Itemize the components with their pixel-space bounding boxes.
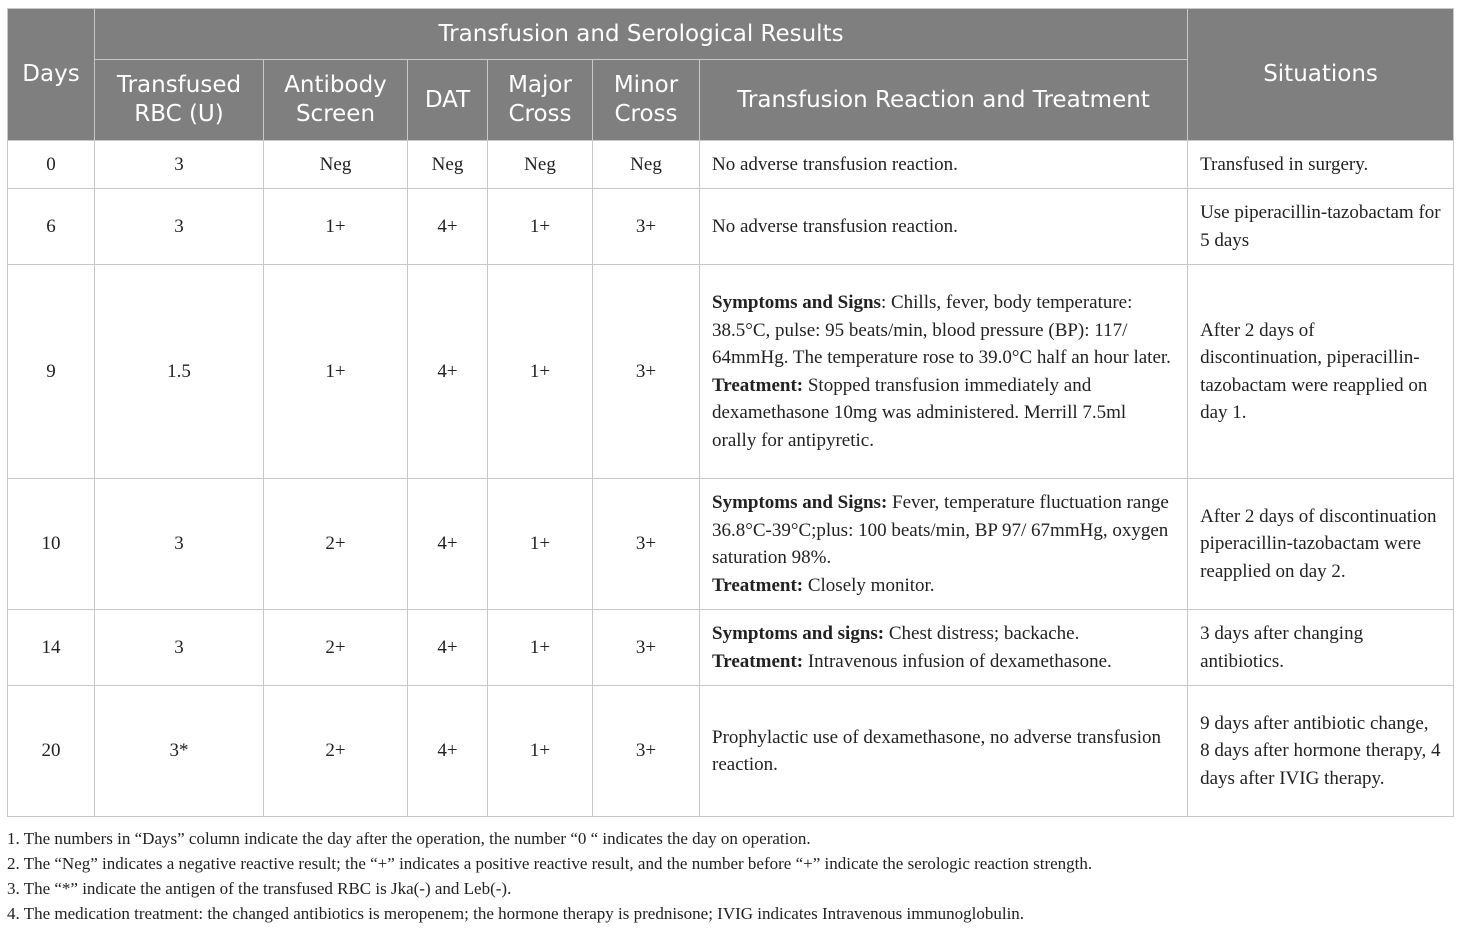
cell-day: 14 (8, 610, 95, 686)
table-row (8, 141, 1454, 189)
header-major-line1: Major (508, 72, 572, 98)
cell-transfused-rbc: 3 (95, 610, 264, 686)
treatment-text: Stopped transfusion immediately and dexamethasone 10mg was administered. Merrill 7.5ml orally for antipyretic. (712, 374, 1127, 451)
header-reaction-treatment: Transfusion Reaction and Treatment (700, 60, 1188, 141)
treatment-paragraph (712, 572, 1175, 600)
cell-antibody-screen: Neg (264, 141, 408, 189)
cell-dat: 4+ (408, 189, 488, 265)
cell-day: 20 (8, 686, 95, 817)
cell-reaction-treatment (700, 479, 1188, 610)
header-antibody-line1: Antibody (284, 72, 387, 98)
cell-antibody-screen: 1+ (264, 265, 408, 479)
cell-day: 10 (8, 479, 95, 610)
cell-antibody-screen: 1+ (264, 189, 408, 265)
treatment-label: Treatment: (712, 650, 804, 672)
header-transfused-rbc-line2: RBC (U) (134, 101, 224, 127)
cell-major-cross: Neg (488, 141, 593, 189)
cell-minor-cross: 3+ (593, 189, 700, 265)
cell-dat: 4+ (408, 479, 488, 610)
cell-transfused-rbc: 1.5 (95, 265, 264, 479)
table-row (8, 686, 1454, 817)
cell-reaction-treatment: No adverse transfusion reaction. (700, 141, 1188, 189)
header-minor-cross (593, 60, 700, 141)
treatment-paragraph (712, 648, 1175, 676)
cell-dat: 4+ (408, 610, 488, 686)
cell-major-cross: 1+ (488, 686, 593, 817)
header-group-transfusion-serological: Transfusion and Serological Results (95, 9, 1188, 60)
cell-reaction-treatment: Prophylactic use of dexamethasone, no adverse transfusion reaction. (700, 686, 1188, 817)
header-minor-line1: Minor (613, 72, 679, 98)
cell-minor-cross: Neg (593, 141, 700, 189)
table-row (8, 610, 1454, 686)
symptoms-text: Chest distress; backache. (884, 623, 1080, 644)
results-table-container (7, 8, 1453, 817)
cell-reaction-treatment (700, 610, 1188, 686)
cell-major-cross: 1+ (488, 189, 593, 265)
symptoms-text: : Chills, fever, body temperature: 38.5°C, pulse: 95 beats/min, blood pressure (BP): 117/ 64mmHg. The temperature rose to 39.0°C half an hour later. (712, 292, 1171, 368)
cell-situation: After 2 days of discontinuation, piperacillin-tazobactam were reapplied on day 1. (1188, 265, 1454, 479)
header-row-top (8, 9, 1454, 60)
cell-minor-cross: 3+ (593, 265, 700, 479)
symptoms-label: Symptoms and Signs (712, 292, 881, 313)
symptoms-label: Symptoms and signs: (712, 623, 885, 644)
symptoms-text: Fever, temperature fluctuation range 36.8°C-39°C;plus: 100 beats/min, BP 97/ 67mmHg, oxygen saturation 98%. (712, 492, 1169, 568)
treatment-text: Intravenous infusion of dexamethasone. (803, 650, 1112, 672)
cell-transfused-rbc: 3 (95, 141, 264, 189)
symptoms-label: Symptoms and Signs: (712, 492, 888, 513)
cell-minor-cross: 3+ (593, 479, 700, 610)
cell-minor-cross: 3+ (593, 610, 700, 686)
cell-transfused-rbc: 3 (95, 189, 264, 265)
transfusion-results-table (7, 8, 1454, 817)
cell-dat: Neg (408, 141, 488, 189)
header-major-line2: Cross (508, 101, 572, 127)
cell-minor-cross: 3+ (593, 686, 700, 817)
header-antibody-screen (264, 60, 408, 141)
cell-reaction-treatment (700, 265, 1188, 479)
footnote-3: 3. The “*” indicate the antigen of the transfused RBC is Jka(-) and Leb(-). (7, 879, 512, 898)
cell-transfused-rbc: 3 (95, 479, 264, 610)
cell-day: 0 (8, 141, 95, 189)
cell-situation: 3 days after changing antibiotics. (1188, 610, 1454, 686)
footnote-4: 4. The medication treatment: the changed antibiotics is meropenem; the hormone therapy is prednisone; IVIG indicates Intravenous immunoglobulin. (7, 904, 1025, 923)
cell-situation: After 2 days of discontinuation piperacillin-tazobactam were reapplied on day 2. (1188, 479, 1454, 610)
treatment-label: Treatment: (712, 374, 804, 396)
cell-antibody-screen: 2+ (264, 479, 408, 610)
treatment-label: Treatment: (712, 574, 804, 596)
cell-dat: 4+ (408, 686, 488, 817)
cell-reaction-treatment: No adverse transfusion reaction. (700, 189, 1188, 265)
table-row (8, 189, 1454, 265)
table-footnotes (7, 826, 1453, 926)
cell-major-cross: 1+ (488, 479, 593, 610)
cell-day: 9 (8, 265, 95, 479)
symptoms-paragraph (712, 620, 1175, 648)
header-transfused-rbc (95, 60, 264, 141)
cell-major-cross: 1+ (488, 610, 593, 686)
footnote-2: 2. The “Neg” indicates a negative reactive result; the “+” indicates a positive reactive result, and the number before “+” indicate the serologic reaction strength. (7, 854, 1093, 873)
header-days: Days (8, 9, 95, 141)
symptoms-paragraph (712, 289, 1175, 372)
cell-situation: Use piperacillin-tazobactam for 5 days (1188, 189, 1454, 265)
header-situations: Situations (1188, 9, 1454, 141)
cell-day: 6 (8, 189, 95, 265)
treatment-text: Closely monitor. (803, 574, 935, 596)
cell-situation: 9 days after antibiotic change, 8 days after hormone therapy, 4 days after IVIG therapy. (1188, 686, 1454, 817)
cell-major-cross: 1+ (488, 265, 593, 479)
treatment-paragraph (712, 372, 1175, 455)
header-transfused-rbc-line1: Transfused (116, 72, 242, 98)
header-minor-line2: Cross (614, 101, 678, 127)
header-major-cross (488, 60, 593, 141)
cell-antibody-screen: 2+ (264, 610, 408, 686)
header-dat: DAT (408, 60, 488, 141)
symptoms-paragraph (712, 489, 1175, 572)
cell-antibody-screen: 2+ (264, 686, 408, 817)
cell-situation: Transfused in surgery. (1188, 141, 1454, 189)
footnote-1: 1. The numbers in “Days” column indicate the day after the operation, the number “0 “ indicates the day on operation. (7, 829, 811, 848)
table-row (8, 479, 1454, 610)
cell-dat: 4+ (408, 265, 488, 479)
cell-transfused-rbc: 3* (95, 686, 264, 817)
header-antibody-line2: Screen (295, 101, 376, 127)
table-row (8, 265, 1454, 479)
